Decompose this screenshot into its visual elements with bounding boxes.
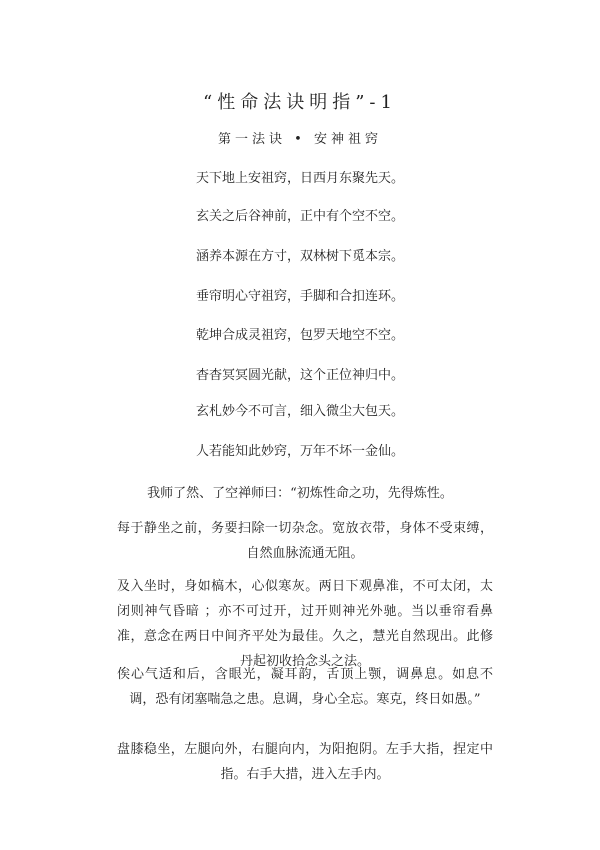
verse-line: 玄札妙今不可言，细入微尘大包天。 [195, 404, 404, 419]
paragraph: 俟心气适和后，含眼光，凝耳韵，舌顶上颚，调鼻息。如息不调，恐有闭塞喘急之患。息调，身心全忘。寒克，终日如愚。” [117, 667, 493, 707]
paragraph: 及入坐时，身如槁木，心似寒灰。两日下观鼻准，不可太闭，太闭则神气昏暗 ；亦不可过开，过开则神光外驰。当以垂帘看鼻准，意念在两日中间齐平处为最佳。久之，慧光自然现出。此修丹起初收拾念头之法。 [117, 579, 493, 669]
verse-line: 玄关之后谷神前，正中有个空不空。 [195, 209, 404, 224]
verse-line: 人若能知此妙窍，万年不坏一金仙。 [195, 444, 404, 459]
verse-line: 天下地上安祖窍，日西月东聚先天。 [195, 171, 404, 186]
paragraph: 每于静坐之前，务要扫除一切杂念。宽放衣带，身体不受束缚，自然血脉流通无阻。 [117, 521, 493, 561]
verse-line: 乾坤合成灵祖窍，包罗天地空不空。 [195, 328, 404, 343]
page-title: “性命法诀明指”-1 [203, 92, 397, 113]
quote-intro: 我师了然、了空禅师曰：“初炼性命之功，先得炼性。 [147, 486, 453, 501]
section-subtitle: 第一法诀 • 安神祖窍 [218, 132, 382, 147]
verse-line: 垂帘明心守祖窍，手脚和合扣连环。 [195, 289, 404, 304]
verse-line: 杳杳冥冥圆光献，这个正位神归中。 [195, 368, 404, 383]
verse-line: 涵养本源在方寸，双林树下觅本宗。 [195, 249, 404, 264]
paragraph: 盘膝稳坐，左腿向外，右腿向内，为阳抱阴。左手大指，捏定中指。右手大措，进入左手内。 [117, 742, 493, 782]
